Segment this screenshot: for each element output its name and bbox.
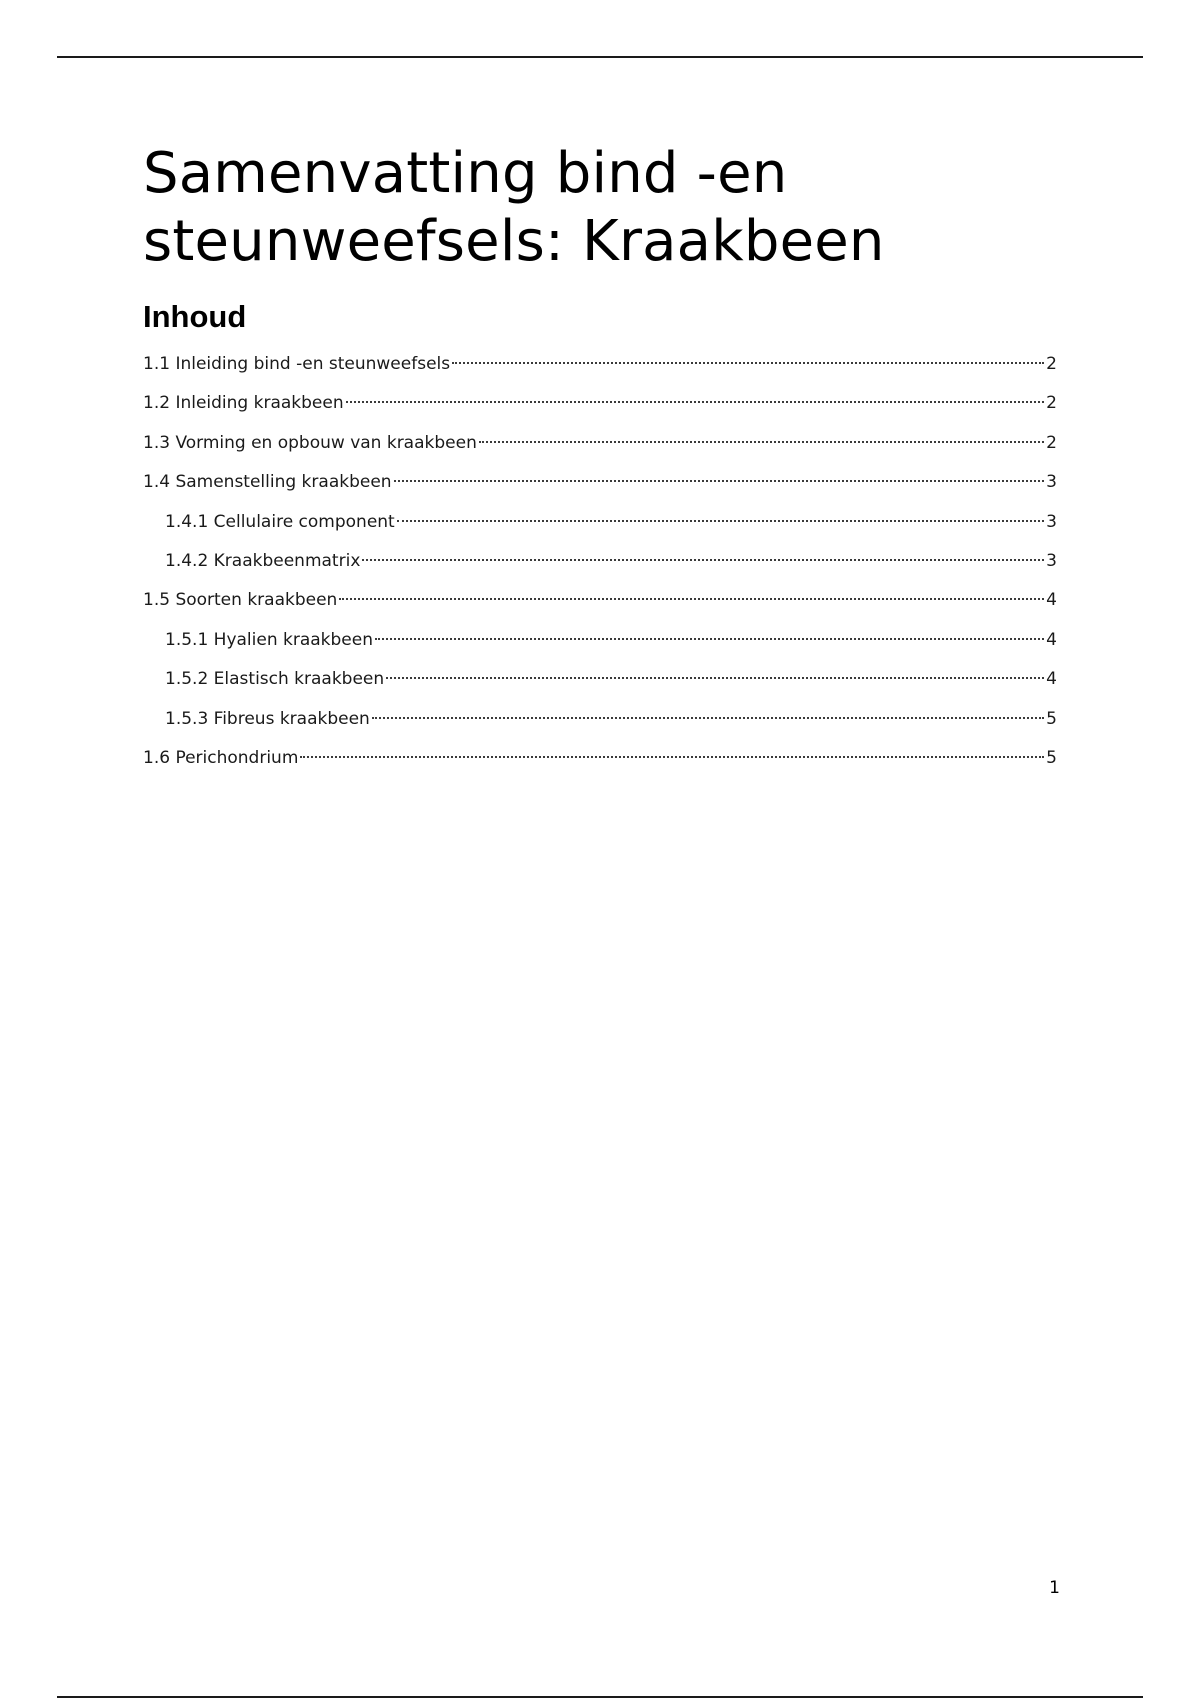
toc-entry-label: 1.4.1 Cellulaire component [165, 511, 395, 532]
toc-entry[interactable] [143, 429, 1057, 468]
table-of-contents [143, 350, 1057, 783]
toc-entry[interactable] [143, 744, 1057, 783]
toc-dot-leader [452, 362, 1044, 364]
toc-dot-leader [300, 756, 1044, 758]
toc-dot-leader [397, 520, 1044, 522]
toc-entry-page: 4 [1046, 669, 1057, 690]
toc-entry-page: 5 [1046, 708, 1057, 729]
toc-entry[interactable] [143, 547, 1057, 586]
header-rule [57, 56, 1143, 58]
toc-entry-page: 2 [1046, 393, 1057, 414]
toc-entry[interactable] [143, 626, 1057, 665]
toc-dot-leader [346, 401, 1045, 403]
toc-entry-page: 3 [1046, 472, 1057, 493]
toc-dot-leader [394, 480, 1045, 482]
toc-entry-page: 4 [1046, 590, 1057, 611]
toc-entry-page: 4 [1046, 629, 1057, 650]
toc-entry-label: 1.5.3 Fibreus kraakbeen [165, 708, 370, 729]
toc-entry-page: 5 [1046, 747, 1057, 768]
toc-dot-leader [362, 559, 1044, 561]
toc-entry-label: 1.5.2 Elastisch kraakbeen [165, 669, 385, 690]
toc-entry[interactable] [143, 468, 1057, 507]
footer-rule [57, 1696, 1143, 1698]
toc-dot-leader [339, 598, 1044, 600]
toc-entry-label: 1.4 Samenstelling kraakbeen [143, 472, 392, 493]
page-number: 1 [1049, 1578, 1060, 1598]
toc-entry-label: 1.6 Perichondrium [143, 747, 299, 768]
toc-entry[interactable] [143, 665, 1057, 704]
toc-entry-label: 1.3 Vorming en opbouw van kraakbeen [143, 432, 477, 453]
toc-entry-label: 1.1 Inleiding bind -en steunweefsels [143, 354, 451, 374]
toc-entry-label: 1.4.2 Kraakbeenmatrix [165, 550, 361, 571]
toc-dot-leader [479, 441, 1044, 443]
toc-dot-leader [375, 638, 1044, 640]
toc-entry[interactable] [143, 508, 1057, 547]
document-title: Samenvatting bind -en steunweefsels: Kraakbeen [143, 141, 885, 274]
toc-entry-page: 2 [1046, 432, 1057, 453]
toc-entry[interactable] [143, 705, 1057, 744]
toc-entry[interactable] [143, 586, 1057, 625]
toc-entry[interactable] [143, 389, 1057, 428]
toc-entry-label: 1.5.1 Hyalien kraakbeen [165, 629, 374, 650]
toc-entry[interactable] [143, 350, 1057, 389]
toc-heading: Inhoud [143, 299, 247, 334]
toc-entry-label: 1.2 Inleiding kraakbeen [143, 393, 344, 414]
toc-entry-page: 3 [1046, 550, 1057, 571]
toc-entry-page: 2 [1046, 354, 1057, 374]
toc-dot-leader [372, 717, 1044, 719]
toc-entry-page: 3 [1046, 511, 1057, 532]
toc-dot-leader [386, 677, 1044, 679]
toc-entry-label: 1.5 Soorten kraakbeen [143, 590, 338, 611]
